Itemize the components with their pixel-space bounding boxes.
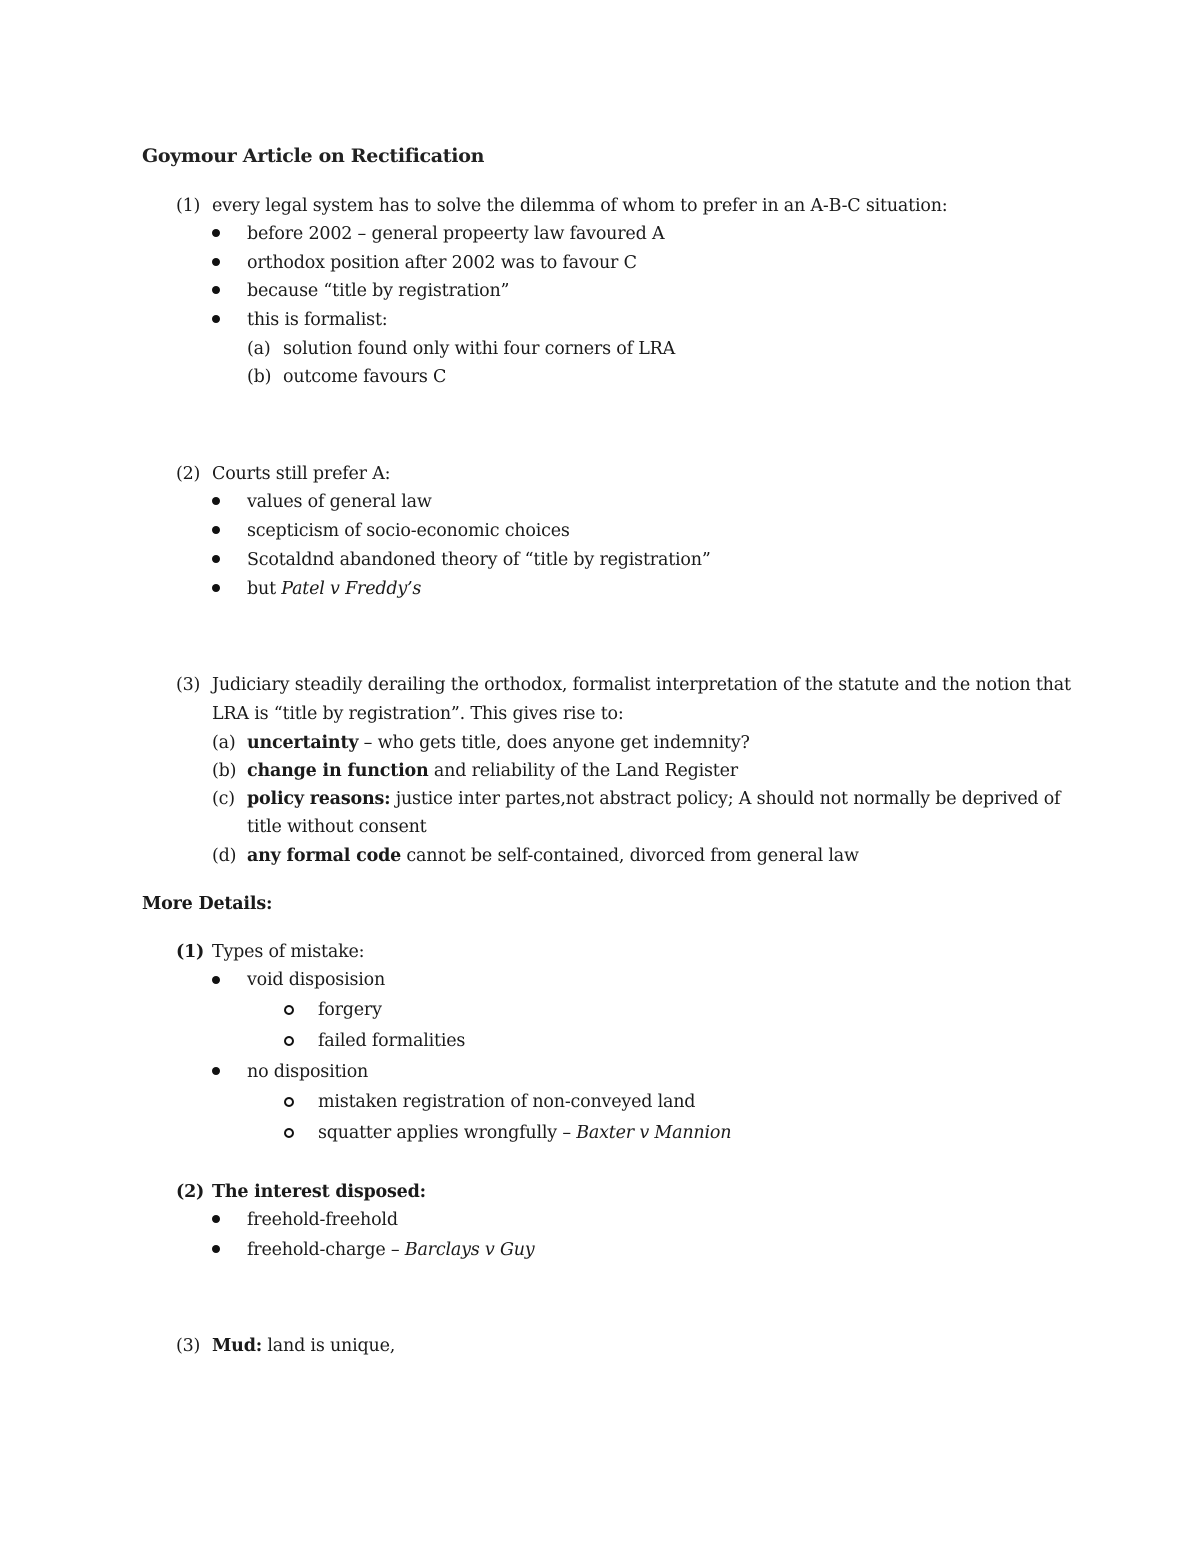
s3-item-a-rest: – who gets title, does anyone get indemnity? <box>358 733 750 753</box>
circle-bullet-icon <box>284 1036 294 1046</box>
circle-bullet-icon <box>284 1005 294 1015</box>
s3-item-a <box>247 732 750 754</box>
s3-item-c-line-2: title without consent <box>247 817 427 837</box>
more-1-bullet-1-sub-2: failed formalities <box>318 1031 466 1051</box>
s1-sub-a-text: solution found only withi four corners of LRA <box>283 339 676 359</box>
more-1-bullet-1-sub-1: forgery <box>318 1000 382 1020</box>
more-2-bullet-2-prefix: freehold-charge – <box>247 1240 405 1260</box>
s1-bullet-3: because “title by registration” <box>247 281 510 301</box>
circle-bullet-icon <box>284 1128 294 1138</box>
bullet-icon <box>212 584 220 592</box>
s1-bullet-1: before 2002 – general propeerty law favoured A <box>247 224 665 244</box>
more-1-bullet-2-sub-2-prefix: squatter applies wrongfully – <box>318 1123 577 1143</box>
more-details-heading: More Details: <box>142 894 273 914</box>
bullet-icon <box>212 555 220 563</box>
s1-bullet-2: orthodox position after 2002 was to favour C <box>247 253 637 273</box>
more-1-bullet-2-sub-2 <box>318 1122 731 1144</box>
more-2-number: (2) <box>176 1182 205 1202</box>
more-3-text <box>212 1335 395 1357</box>
section-2-number: (2) <box>176 464 201 484</box>
more-3-number: (3) <box>176 1336 201 1356</box>
s3-item-c <box>247 788 1060 810</box>
s3-item-d-bold: any formal code <box>247 846 402 866</box>
more-1-text: Types of mistake: <box>212 942 365 962</box>
s1-bullet-4: this is formalist: <box>247 310 388 330</box>
s3-item-d <box>247 845 859 867</box>
bullet-icon <box>212 286 220 294</box>
document-title: Goymour Article on Rectification <box>142 145 485 167</box>
section-3-line-2: LRA is “title by registration”. This gives rise to: <box>212 704 624 724</box>
case-name: Patel v Freddy’s <box>281 579 422 599</box>
s2-bullet-3: Scotaldnd abandoned theory of “title by registration” <box>247 550 711 570</box>
more-1-number: (1) <box>176 942 205 962</box>
case-name: Barclays v Guy <box>404 1240 535 1260</box>
s2-bullet-4-prefix: but <box>247 579 282 599</box>
s3-item-b-label: (b) <box>212 761 237 781</box>
more-3-rest: land is unique, <box>262 1336 396 1356</box>
s1-sub-b-text: outcome favours C <box>283 367 447 387</box>
more-1-bullet-1: void disposision <box>247 970 386 990</box>
s2-bullet-1: values of general law <box>247 492 432 512</box>
bullet-icon <box>212 1215 220 1223</box>
more-1-bullet-2: no disposition <box>247 1062 369 1082</box>
section-2-text: Courts still prefer A: <box>212 464 391 484</box>
s3-item-d-rest: cannot be self-contained, divorced from general law <box>401 846 859 866</box>
case-name: Baxter v Mannion <box>576 1123 732 1143</box>
s1-sub-a-label: (a) <box>247 339 271 359</box>
bullet-icon <box>212 229 220 237</box>
section-3-number: (3) <box>176 675 201 695</box>
s3-item-a-label: (a) <box>212 733 236 753</box>
bullet-icon <box>212 497 220 505</box>
s3-item-c-rest: justice inter partes,not abstract policy; A should not normally be deprived of <box>390 789 1061 809</box>
bullet-icon <box>212 315 220 323</box>
section-1-text: every legal system has to solve the dilemma of whom to prefer in an A-B-C situation: <box>212 196 948 216</box>
bullet-icon <box>212 258 220 266</box>
s2-bullet-2: scepticism of socio-economic choices <box>247 521 570 541</box>
s3-item-b-bold: change in function <box>247 761 429 781</box>
bullet-icon <box>212 526 220 534</box>
section-1-number: (1) <box>176 196 201 216</box>
circle-bullet-icon <box>284 1097 294 1107</box>
more-2-bullet-1: freehold-freehold <box>247 1210 398 1230</box>
more-2-text: The interest disposed: <box>212 1182 426 1202</box>
s3-item-d-label: (d) <box>212 846 237 866</box>
more-1-bullet-2-sub-1: mistaken registration of non-conveyed land <box>318 1092 696 1112</box>
s1-sub-b-label: (b) <box>247 367 272 387</box>
s2-bullet-4 <box>247 578 421 600</box>
bullet-icon <box>212 1067 220 1075</box>
s3-item-a-bold: uncertainty <box>247 733 359 753</box>
s3-item-b <box>247 760 738 782</box>
bullet-icon <box>212 976 220 984</box>
s3-item-b-rest: and reliability of the Land Register <box>428 761 738 781</box>
more-3-bold: Mud: <box>212 1336 262 1356</box>
bullet-icon <box>212 1245 220 1253</box>
s3-item-c-bold: policy reasons: <box>247 789 391 809</box>
s3-item-c-label: (c) <box>212 789 235 809</box>
more-2-bullet-2 <box>247 1239 535 1261</box>
section-3-line-1: Judiciary steadily derailing the orthodox, formalist interpretation of the statute and the notion that <box>212 675 1071 695</box>
